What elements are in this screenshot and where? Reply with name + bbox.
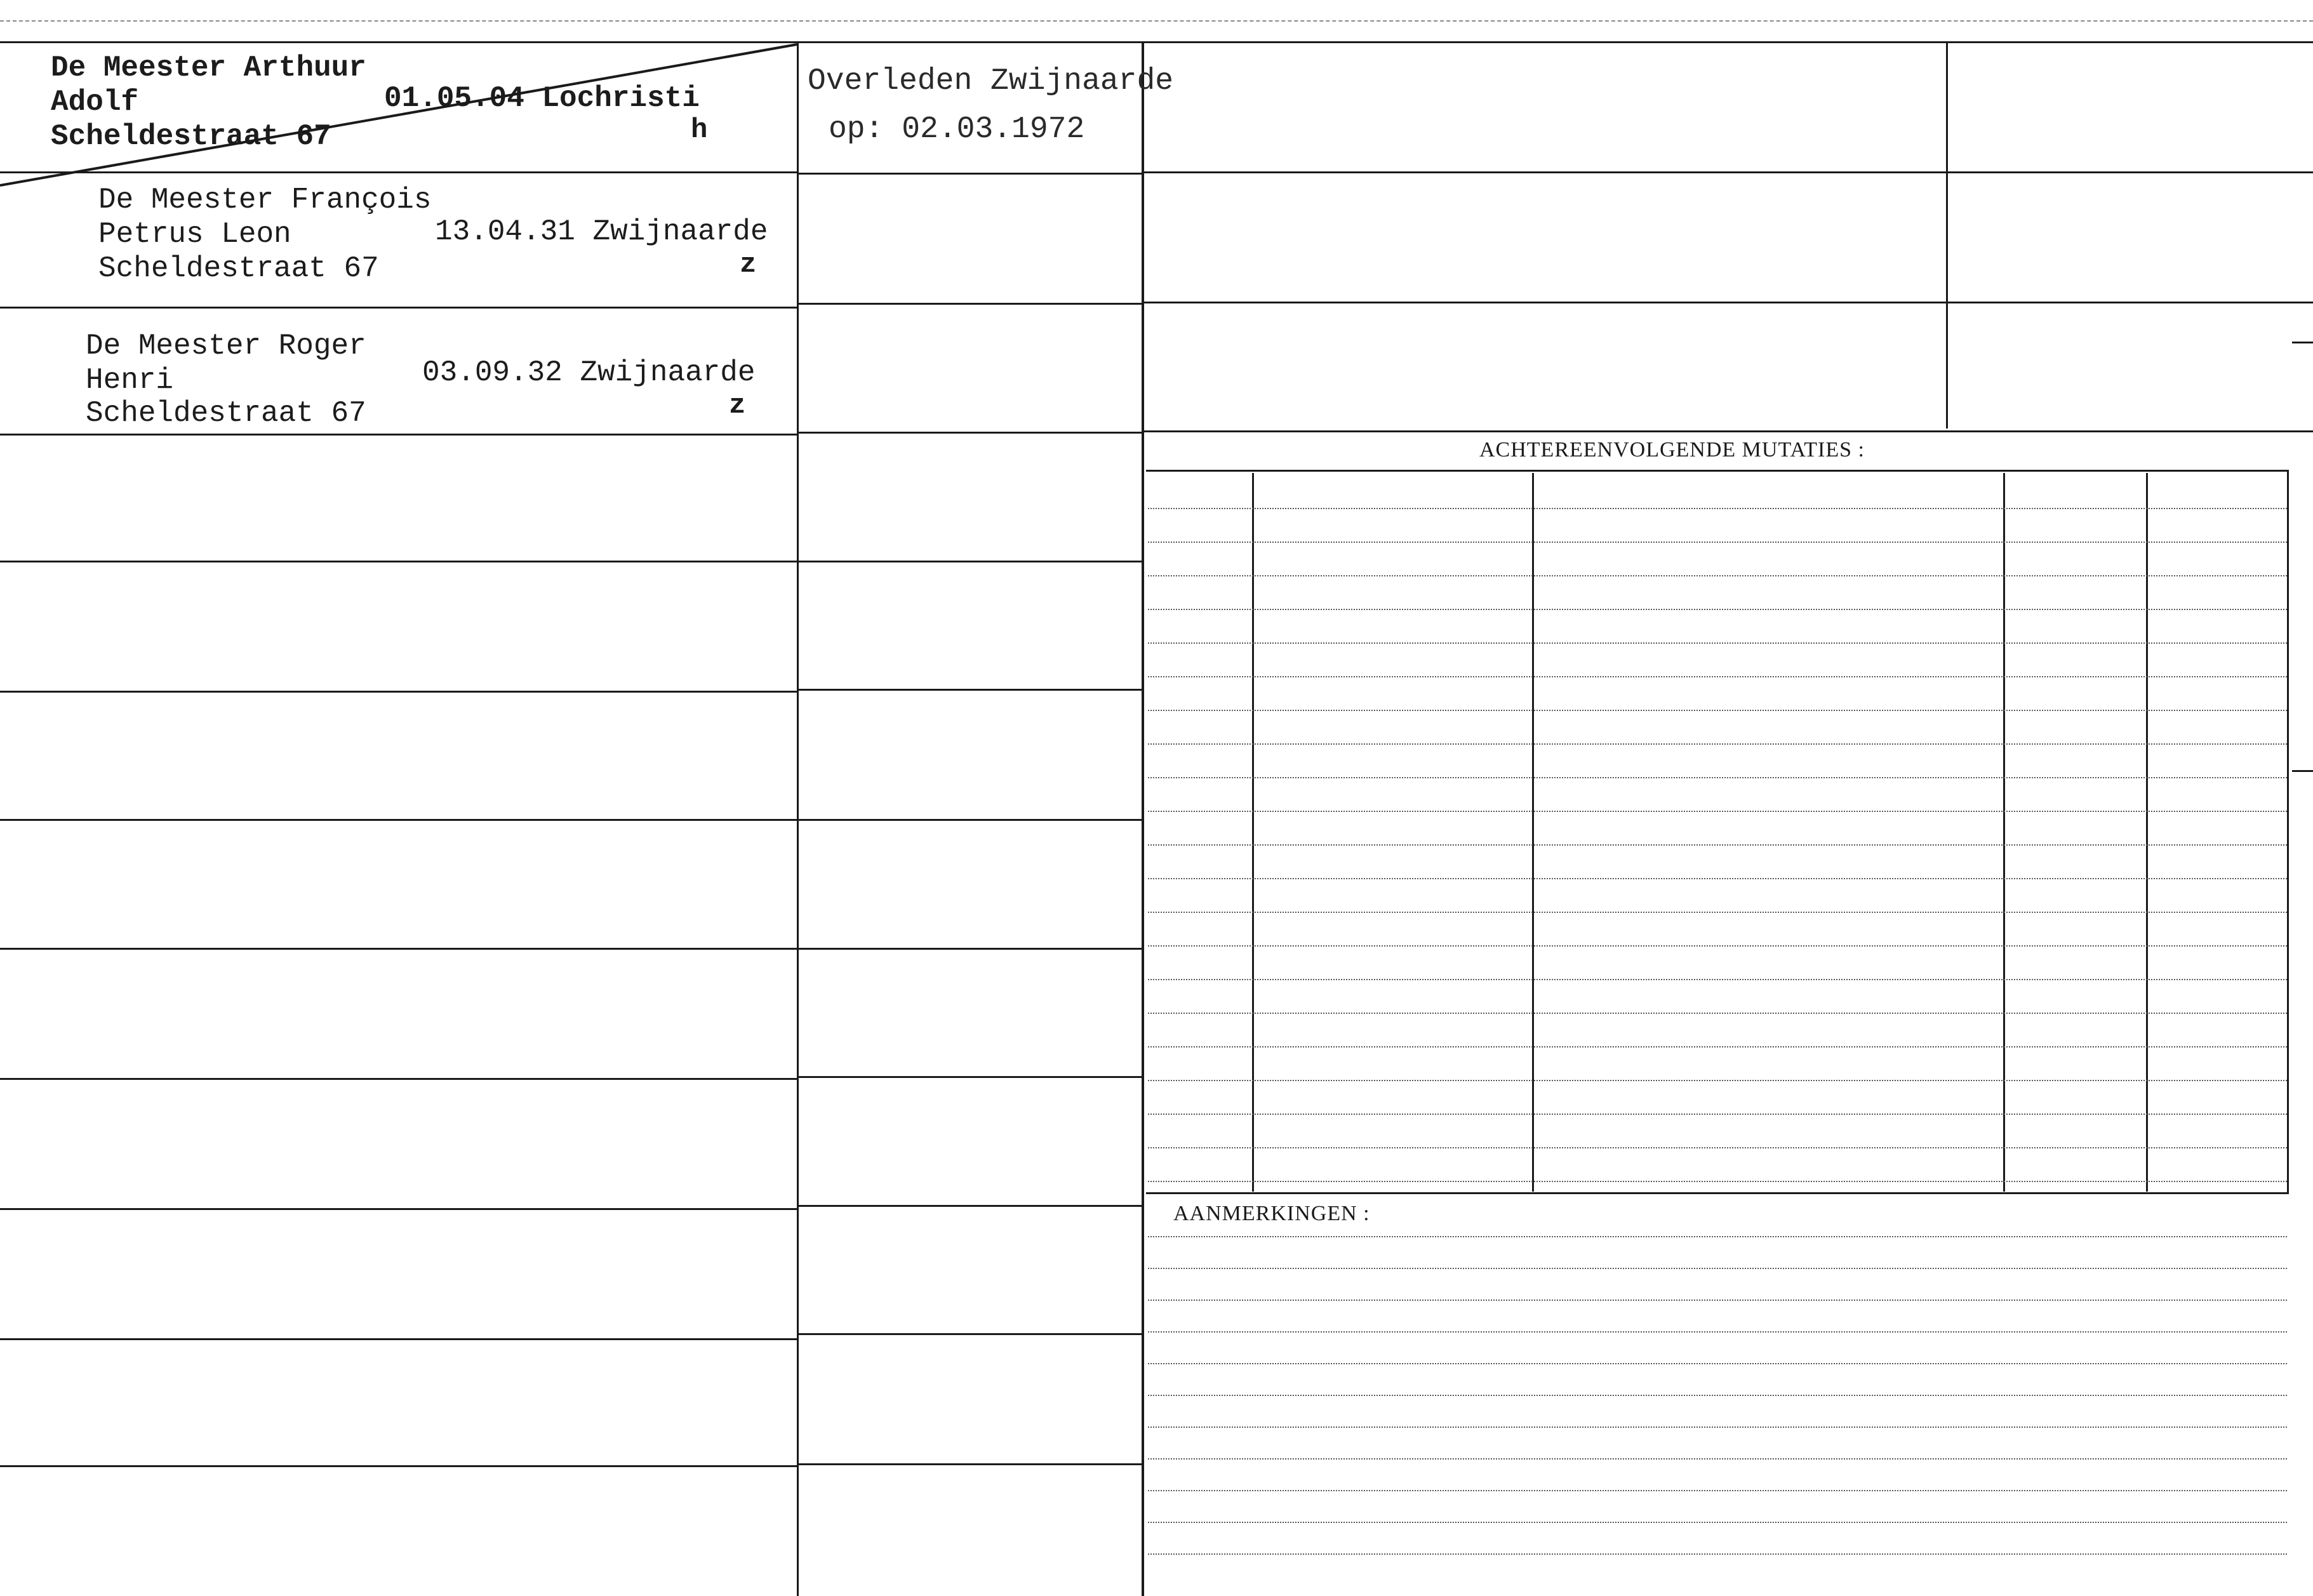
person-1-name: De Meester Arthuur [51,51,366,84]
person-1-address: Scheldestraat 67 [51,120,331,153]
person-2-name: De Meester François [98,183,432,216]
death-note-line2: op: 02.03.1972 [829,112,1085,147]
person-1-given: Adolf [51,86,139,119]
death-note-line1: Overleden Zwijnaarde [808,64,1174,98]
person-1-relation: h [691,114,708,146]
person-2-relation: z [740,249,757,281]
person-2-birth: 13.04.31 Zwijnaarde [435,215,768,248]
person-1-birth: 01.05.04 Lochristi [384,82,700,115]
person-3-birth: 03.09.32 Zwijnaarde [422,356,756,389]
mutaties-header: ACHTEREENVOLGENDE MUTATIES : [1479,438,1865,462]
person-3-address: Scheldestraat 67 [86,397,366,430]
person-3-name: De Meester Roger [86,329,366,362]
person-2-address: Scheldestraat 67 [98,252,379,285]
aanmerkingen-header: AANMERKINGEN : [1173,1202,1370,1225]
person-3-relation: z [729,390,746,422]
person-2-given: Petrus Leon [98,218,291,251]
person-3-given: Henri [86,364,174,397]
